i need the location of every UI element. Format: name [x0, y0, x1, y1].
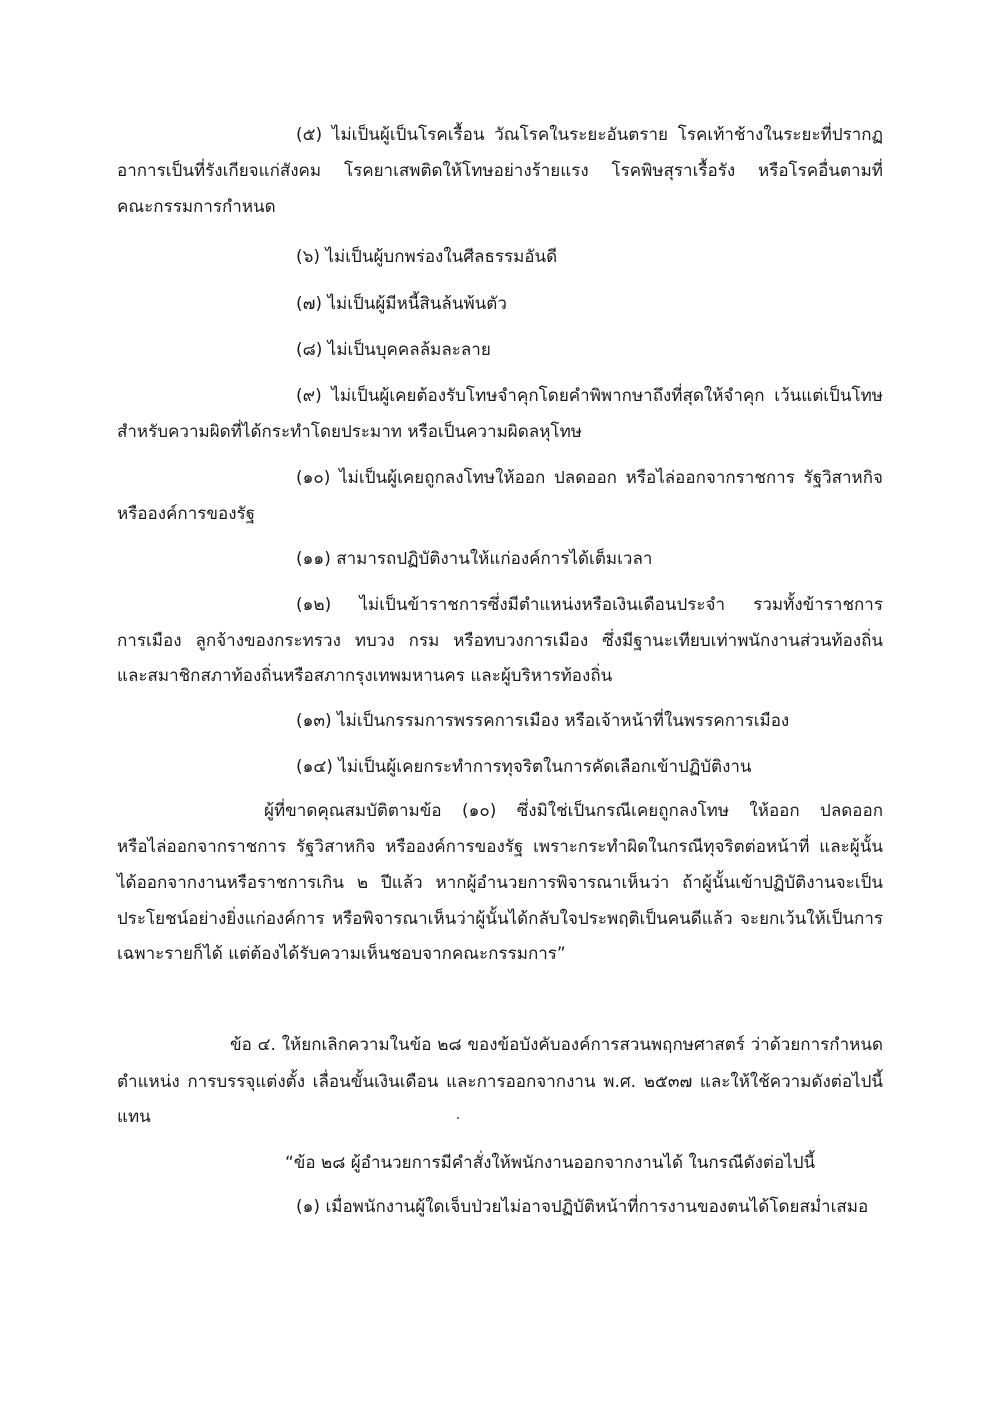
item-8: (๘) ไม่เป็นบุคคลล้มละลาย [296, 340, 491, 360]
exception-para-line-4: ประโยชน์อย่างยิ่งแก่องค์การ หรือพิจารณาเห็นว่าผู้นั้นได้กลับใจประพฤติเป็นคนดีแล้ว จะยกเว้นให้เป็นการ [117, 909, 883, 929]
item-10-line-2: หรือองค์การของรัฐ [117, 504, 256, 524]
item-10-line-1: (๑๐) ไม่เป็นผู้เคยถูกลงโทษให้ออก ปลดออก หรือไล่ออกจากราชการ รัฐวิสาหกิจ [296, 468, 883, 488]
stray-dot-mark [457, 1117, 459, 1119]
item-9-line-2: สำหรับความผิดที่ได้กระทำโดยประมาท หรือเป็นความผิดลหุโทษ [117, 422, 582, 442]
item-12-line-2: การเมือง ลูกจ้างของกระทรวง ทบวง กรม หรือทบวงการเมือง ซึ่งมีฐานะเทียบเท่าพนักงานส่วนท้องถิ่น [117, 631, 883, 651]
item-12-line-3: และสมาชิกสภาท้องถิ่นหรือสภากรุงเทพมหานคร และผู้บริหารท้องถิ่น [117, 666, 613, 686]
item-6: (๖) ไม่เป็นผู้บกพร่องในศีลธรรมอันดี [296, 247, 558, 267]
exception-para-line-5: เฉพาะรายก็ได้ แต่ต้องได้รับความเห็นชอบจากคณะกรรมการ” [117, 944, 566, 964]
clause-28-heading: “ข้อ ๒๘ ผู้อำนวยการมีคำสั่งให้พนักงานออกจากงานได้ ในกรณีดังต่อไปนี้ [285, 1153, 816, 1173]
clause-4-line-1: ข้อ ๔. ให้ยกเลิกความในข้อ ๒๘ ของข้อบังคับองค์การสวนพฤกษศาสตร์ ว่าด้วยการกำหนด [230, 1035, 883, 1055]
clause-28-item-1: (๑) เมื่อพนักงานผู้ใดเจ็บป่วยไม่อาจปฏิบัติหน้าที่การงานของตนได้โดยสม่ำเสมอ [296, 1197, 869, 1217]
item-13: (๑๓) ไม่เป็นกรรมการพรรคการเมือง หรือเจ้าหน้าที่ในพรรคการเมือง [296, 711, 790, 731]
item-7: (๗) ไม่เป็นผู้มีหนี้สินล้นพ้นตัว [296, 294, 507, 314]
clause-4-line-3: แทน [117, 1107, 151, 1127]
item-14: (๑๔) ไม่เป็นผู้เคยกระทำการทุจริตในการคัดเลือกเข้าปฏิบัติงาน [296, 757, 752, 777]
item-5-line-1: (๕) ไม่เป็นผู้เป็นโรคเรื้อน วัณโรคในระยะอันตราย โรคเท้าช้างในระยะที่ปรากฏ [296, 125, 883, 145]
exception-para-line-2: หรือไล่ออกจากราชการ รัฐวิสาหกิจ หรือองค์การของรัฐ เพราะกระทำผิดในกรณีทุจริตต่อหน้าที่ และผู้นั้น [117, 837, 883, 857]
item-12-line-1: (๑๒) ไม่เป็นข้าราชการซึ่งมีตำแหน่งหรือเงินเดือนประจำ รวมทั้งข้าราชการ [296, 595, 883, 615]
item-5-line-2: อาการเป็นที่รังเกียจแก่สังคม โรคยาเสพติดให้โทษอย่างร้ายแรง โรคพิษสุราเรื้อรัง หรือโรคอื่นตามที่ [117, 161, 883, 181]
item-5-line-3: คณะกรรมการกำหนด [117, 197, 276, 217]
exception-para-line-3: ได้ออกจากงานหรือราชการเกิน ๒ ปีแล้ว หากผู้อำนวยการพิจารณาเห็นว่า ถ้าผู้นั้นเข้าปฏิบัติงานจะเป็น [117, 873, 883, 893]
clause-4-line-2: ตำแหน่ง การบรรจุแต่งตั้ง เลื่อนขั้นเงินเดือน และการออกจากงาน พ.ศ. ๒๕๓๗ และให้ใช้ความดังต่อไปนี้ [117, 1072, 883, 1092]
item-9-line-1: (๙) ไม่เป็นผู้เคยต้องรับโทษจำคุกโดยคำพิพากษาถึงที่สุดให้จำคุก เว้นแต่เป็นโทษ [296, 386, 883, 406]
exception-para-line-1: ผู้ที่ขาดคุณสมบัติตามข้อ (๑๐) ซึ่งมิใช่เป็นกรณีเคยถูกลงโทษ ให้ออก ปลดออก [264, 801, 883, 821]
item-11: (๑๑) สามารถปฏิบัติงานให้แก่องค์การได้เต็มเวลา [296, 549, 653, 569]
